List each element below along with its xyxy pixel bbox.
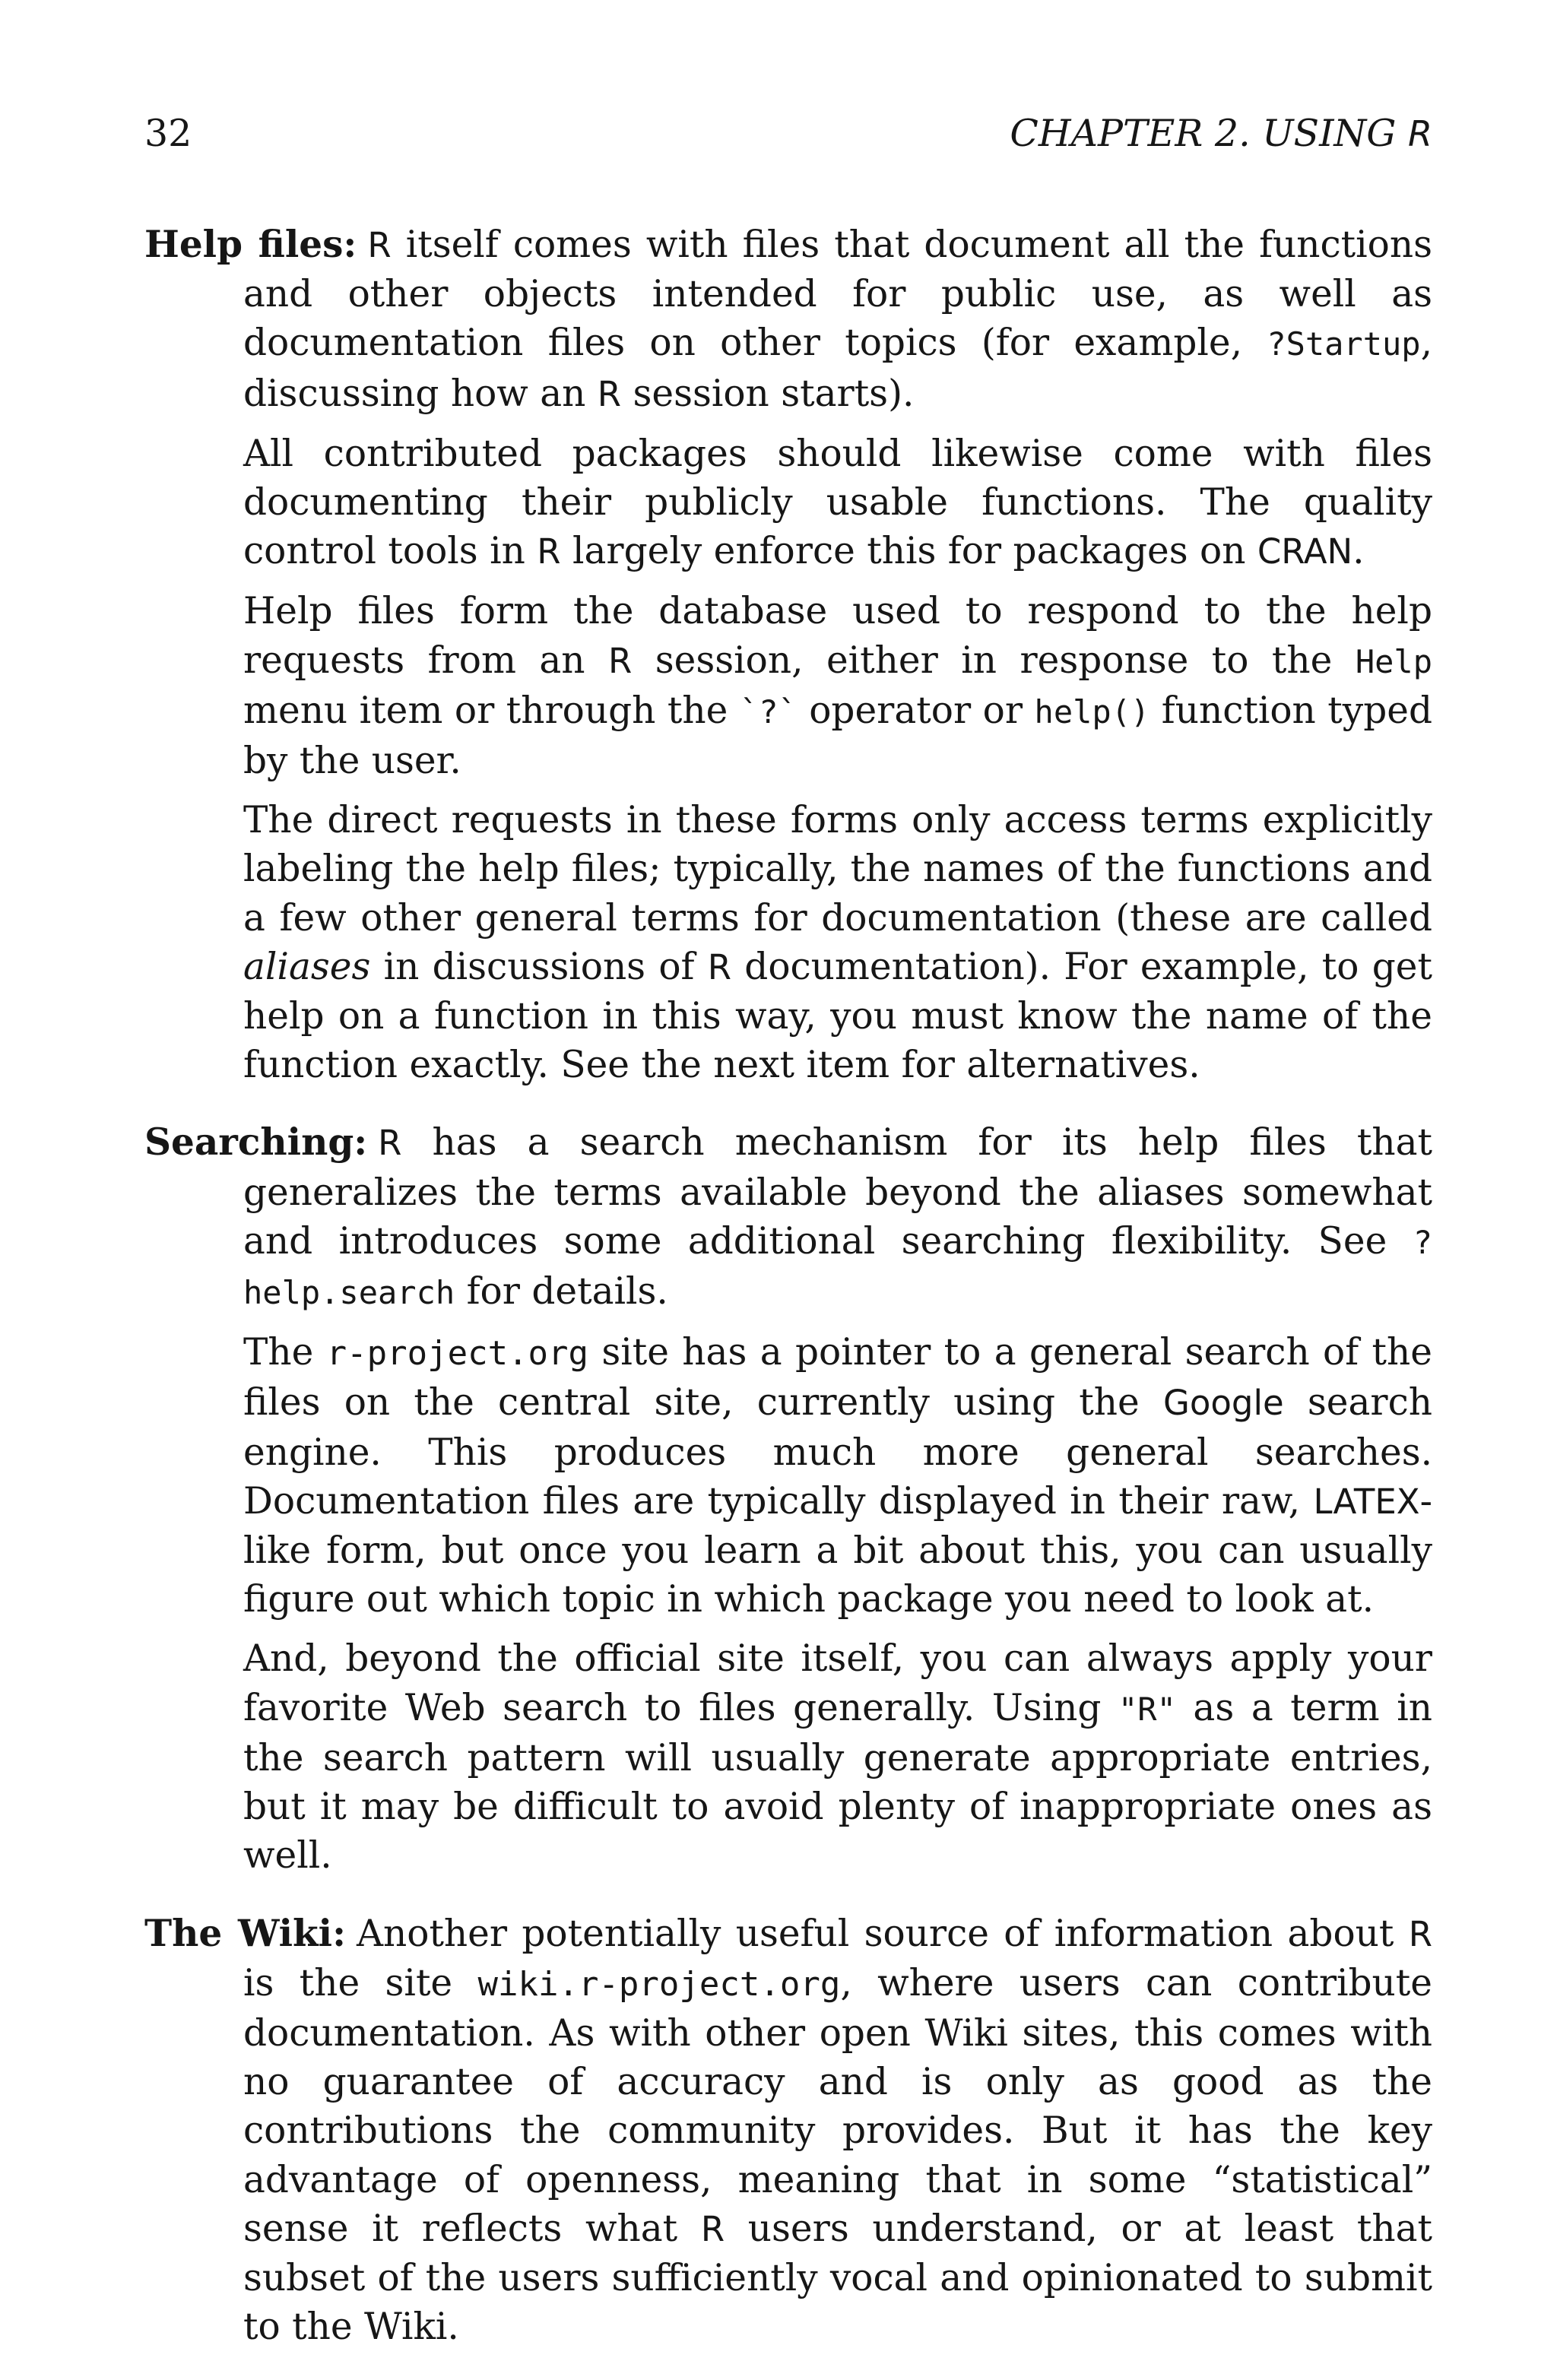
searching-paragraph-2: The r-project.org site has a pointer to a general search of the files on the central site, currently using the Google search engine. This produces much more general searches. Documentation files are typically displayed in their raw, LATEX-like form, but once you learn a bit about this, you can usually figure out which topic in which package you need to look at. bbox=[243, 1331, 1432, 1621]
wiki-paragraph-1: The Wiki: Another potentially useful source of information about R is the site wiki.r-project.org, where users can contribute documentation. As with other open Wiki sites, this comes with no guarantee of accuracy and is only as good as the contributions the community provides. But it has the key advantage of openness, meaning that in some “statistical” sense it reflects what R users understand, or at least that subset of the users sufficiently vocal and opinionated to submit to the Wiki. bbox=[144, 1911, 1432, 2349]
page-number: 32 bbox=[144, 112, 192, 155]
help-files-paragraph-4: The direct requests in these forms only access terms explicitly labeling the help files; typically, the names of the functions and a few other general terms for documentation (these are called aliases in discussions of R documentation). For example, to get help on a function in this way, you must know the name of the function exactly. See the next item for alternatives. bbox=[243, 799, 1432, 1087]
searching-term: Searching: bbox=[144, 1120, 368, 1165]
chapter-title-prefix: CHAPTER 2. USING bbox=[1010, 112, 1409, 155]
help-files-paragraph-2: All contributed packages should likewise come with files documenting their publicly usable functions. The quality control tools in R largely enforce this for packages on CRAN. bbox=[243, 432, 1432, 573]
latex-logo: LATEX bbox=[1313, 1481, 1420, 1522]
entry-searching bbox=[144, 1118, 1432, 1880]
running-head bbox=[144, 111, 1432, 157]
searching-paragraph-3: And, beyond the official site itself, you can always apply your favorite Web search to files generally. Using "R" as a term in the search pattern will usually generate appropriate entries, but it may be difficult to avoid plenty of inappropriate ones as well. bbox=[243, 1637, 1432, 1878]
entry-help-files bbox=[144, 220, 1432, 1089]
main-text bbox=[144, 220, 1432, 2380]
help-files-paragraph-3: Help files form the database used to respond to the help requests from an R session, either in response to the Help menu item or through the `?` operator or help() function typed by the user. bbox=[243, 590, 1432, 783]
chapter-title-r: R bbox=[1408, 113, 1432, 154]
searching-paragraph-1: Searching: R has a search mechanism for its help files that generalizes the terms available beyond the aliases somewhat and introduces some additional searching flexibility. See ?help.search for details. bbox=[144, 1120, 1432, 1314]
help-files-paragraph-1: Help files: R itself comes with files that document all the functions and other objects intended for public use, as well as documentation files on other topics (for example, ?Startup, discussing how an R session starts). bbox=[144, 223, 1432, 415]
chapter-title bbox=[1010, 111, 1432, 157]
entry-the-wiki bbox=[144, 1909, 1432, 2352]
help-files-term: Help files: bbox=[144, 223, 357, 266]
wiki-term: The Wiki: bbox=[144, 1911, 346, 1955]
